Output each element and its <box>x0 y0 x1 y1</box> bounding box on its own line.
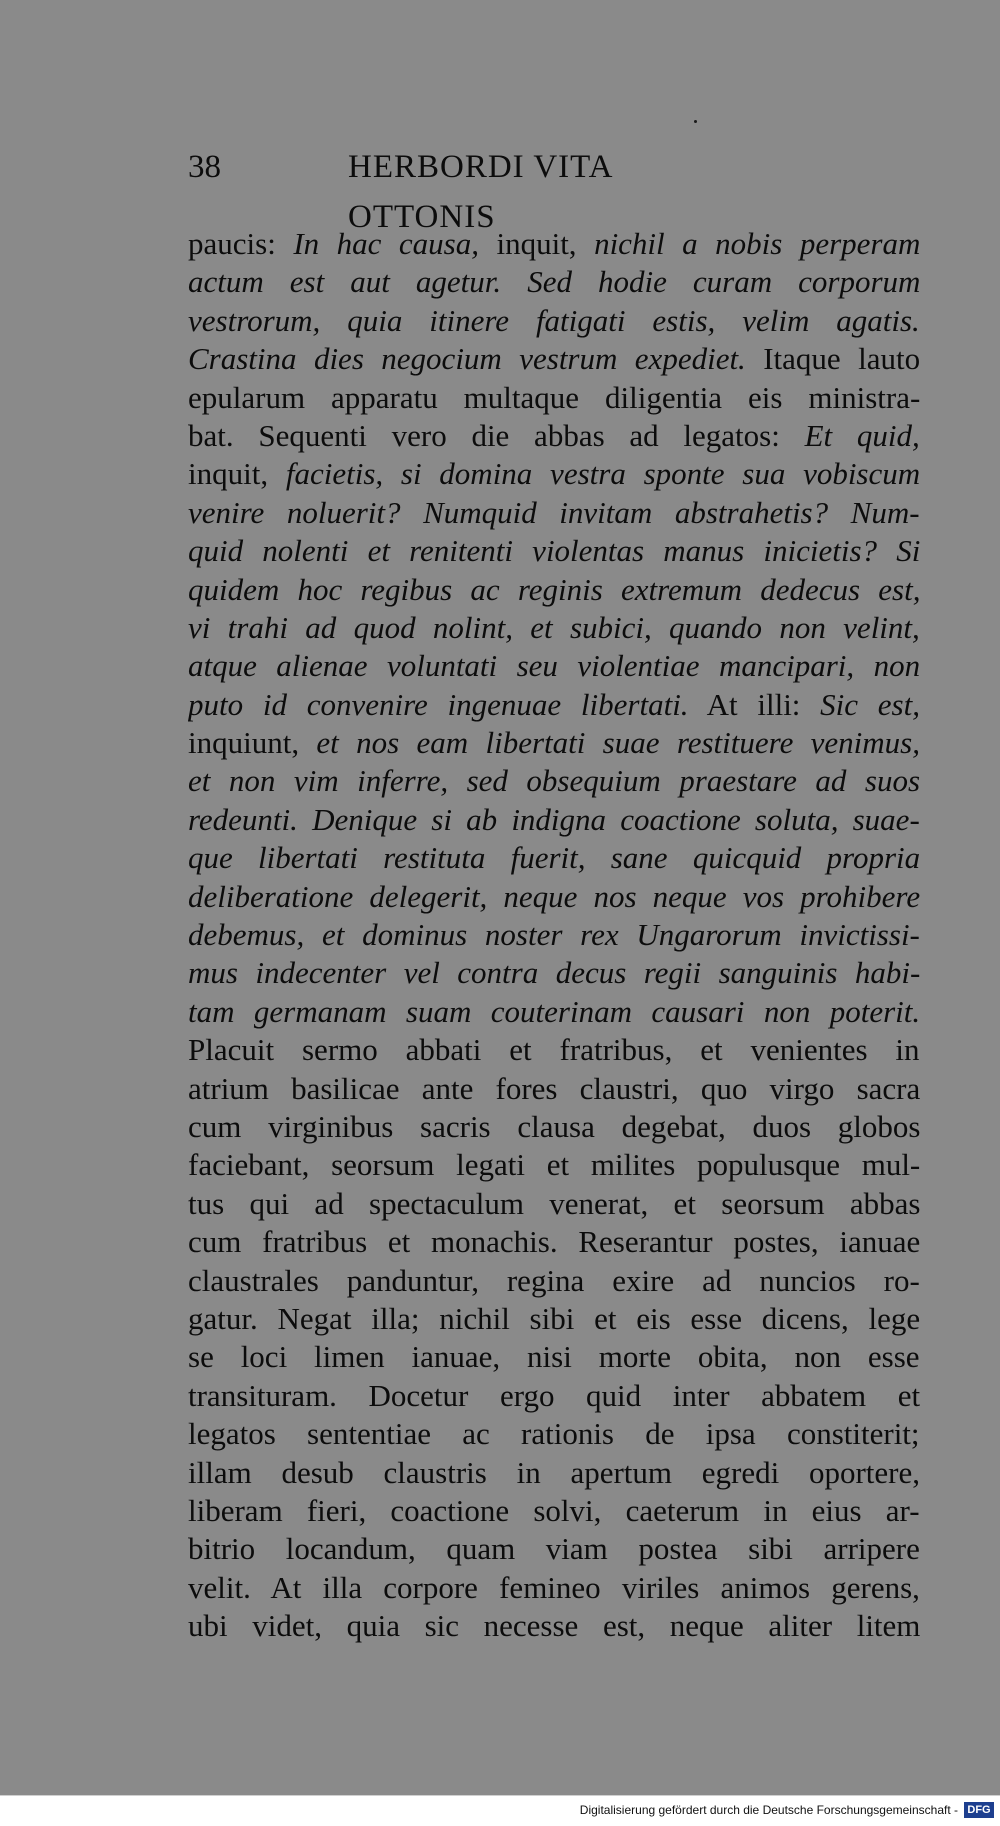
text-line <box>188 1607 920 1645</box>
text-line <box>188 916 920 954</box>
text-segment: inquit, <box>478 226 595 261</box>
italic-text-segment: tam germanam suam couterinam causari non poterit. <box>188 993 920 1029</box>
running-title: HERBORDI VITA OTTONIS <box>348 149 612 235</box>
text-line <box>188 647 920 685</box>
text-line <box>188 1454 920 1492</box>
text-segment: atrium basilicae ante fores claustri, quo virgo sacra <box>188 1070 920 1106</box>
text-line <box>188 724 920 762</box>
text-segment: claustrales panduntur, regina exire ad nuncios ro- <box>188 1262 920 1298</box>
italic-text-segment: redeunti. Denique si ab indigna coactione soluta, suae- <box>188 801 920 837</box>
text-line <box>188 609 920 647</box>
italic-text-segment: deliberatione delegerit, neque nos neque vos prohibere <box>188 878 920 914</box>
text-segment: bat. Sequenti vero die abbas ad legatos: <box>188 417 805 453</box>
text-line <box>188 1185 920 1223</box>
text-line <box>188 417 920 455</box>
italic-text-segment: mus indecenter vel contra decus regii sanguinis habi- <box>188 955 920 991</box>
italic-text-segment: que libertati restituta fuerit, sane quicquid propria <box>188 840 920 876</box>
text-line <box>188 839 920 877</box>
text-line <box>188 1569 920 1607</box>
text-segment: transituram. Docetur ergo quid inter abbatem et <box>188 1377 920 1413</box>
text-segment: cum virginibus sacris clausa degebat, duos globos <box>188 1108 920 1144</box>
text-line <box>188 762 920 800</box>
text-segment: gatur. Negat illa; nichil sibi et eis esse dicens, lege <box>188 1300 920 1336</box>
text-line <box>188 379 920 417</box>
text-line <box>188 686 920 724</box>
italic-text-segment: et nos eam libertati suae restituere venimus, <box>316 725 920 761</box>
text-line <box>188 801 920 839</box>
text-segment: inquiunt, <box>188 725 317 761</box>
text-line <box>188 878 920 916</box>
text-segment: Placuit sermo abbati et fratribus, et venientes in <box>188 1032 920 1068</box>
text-line <box>188 1262 920 1300</box>
text-line <box>188 494 920 532</box>
text-line <box>188 302 920 340</box>
italic-text-segment: quid nolenti et renitenti violentas manus inicietis? Si <box>188 533 920 569</box>
text-segment: inquit, <box>188 456 286 492</box>
text-line <box>188 1146 920 1184</box>
text-segment: paucis: <box>188 226 294 261</box>
italic-text-segment: et non vim inferre, sed obsequium praestare ad suos <box>188 763 920 799</box>
text-line <box>188 1492 920 1530</box>
italic-text-segment: debemus, et dominus noster rex Ungarorum invictissi- <box>188 917 920 953</box>
dfg-logo: DFG <box>964 1802 994 1818</box>
italic-text-segment: facietis, si domina vestra sponte sua vobiscum <box>285 456 920 492</box>
text-segment: liberam fieri, coactione solvi, caeterum in eius ar- <box>188 1492 920 1528</box>
text-line <box>188 1300 920 1338</box>
text-segment: illam desub claustris in apertum egredi oportere, <box>188 1454 920 1490</box>
body-text <box>188 225 920 1645</box>
page-number: 38 <box>188 149 221 185</box>
text-line <box>188 1415 920 1453</box>
italic-text-segment: venire noluerit? Numquid invitam abstrahetis? Num- <box>188 494 920 530</box>
italic-text-segment: puto id convenire ingenuae libertati. <box>188 686 689 722</box>
text-segment: faciebant, seorsum legati et milites populusque mul- <box>188 1147 920 1183</box>
text-segment: tus qui ad spectaculum venerat, et seorsum abbas <box>188 1185 920 1221</box>
text-line <box>188 1223 920 1261</box>
text-segment: se loci limen ianuae, nisi morte obita, non esse <box>188 1339 920 1375</box>
text-segment: legatos sententiae ac rationis de ipsa constiterit; <box>188 1416 920 1452</box>
text-segment: cum fratribus et monachis. Reserantur postes, ianuae <box>188 1224 920 1260</box>
text-line <box>188 340 920 378</box>
italic-text-segment: vestrorum, quia itinere fatigati estis, velim agatis. <box>188 302 920 338</box>
scan-speck <box>694 120 697 123</box>
digitization-footer <box>0 1795 1000 1826</box>
italic-text-segment: quidem hoc regibus ac reginis extremum dedecus est, <box>188 571 920 607</box>
italic-text-segment: Et quid, <box>804 417 920 453</box>
text-line <box>188 455 920 493</box>
text-line <box>188 225 920 263</box>
italic-text-segment: In hac causa, <box>293 226 479 261</box>
text-line <box>188 1377 920 1415</box>
text-segment: At illi: <box>688 686 821 722</box>
text-line <box>188 1108 920 1146</box>
text-line <box>188 263 920 301</box>
text-segment: velit. At illa corpore femineo viriles animos gerens, <box>188 1569 920 1605</box>
text-segment: epularum apparatu multaque diligentia eis ministra- <box>188 379 920 415</box>
page-header <box>188 142 756 235</box>
text-line <box>188 1338 920 1376</box>
text-line <box>188 954 920 992</box>
text-line <box>188 571 920 609</box>
text-line <box>188 532 920 570</box>
italic-text-segment: atque alienae voluntati seu violentiae mancipari, non <box>188 648 920 684</box>
italic-text-segment: actum est aut agetur. Sed hodie curam corporum <box>188 264 920 300</box>
text-line <box>188 1031 920 1069</box>
text-line <box>188 1070 920 1108</box>
italic-text-segment: Crastina dies negocium vestrum expediet. <box>188 341 746 377</box>
text-line <box>188 1530 920 1568</box>
text-segment: ubi videt, quia sic necesse est, neque aliter litem <box>188 1608 920 1644</box>
italic-text-segment: vi trahi ad quod nolint, et subici, quando non velint, <box>188 609 920 645</box>
text-segment: Itaque lauto <box>745 341 920 377</box>
italic-text-segment: nichil a nobis perperam <box>594 226 920 261</box>
text-line <box>188 993 920 1031</box>
italic-text-segment: Sic est, <box>820 686 920 722</box>
funding-note: Digitalisierung gefördert durch die Deutsche Forschungsgemeinschaft - <box>579 1803 958 1817</box>
text-segment: bitrio locandum, quam viam postea sibi arripere <box>188 1531 920 1567</box>
